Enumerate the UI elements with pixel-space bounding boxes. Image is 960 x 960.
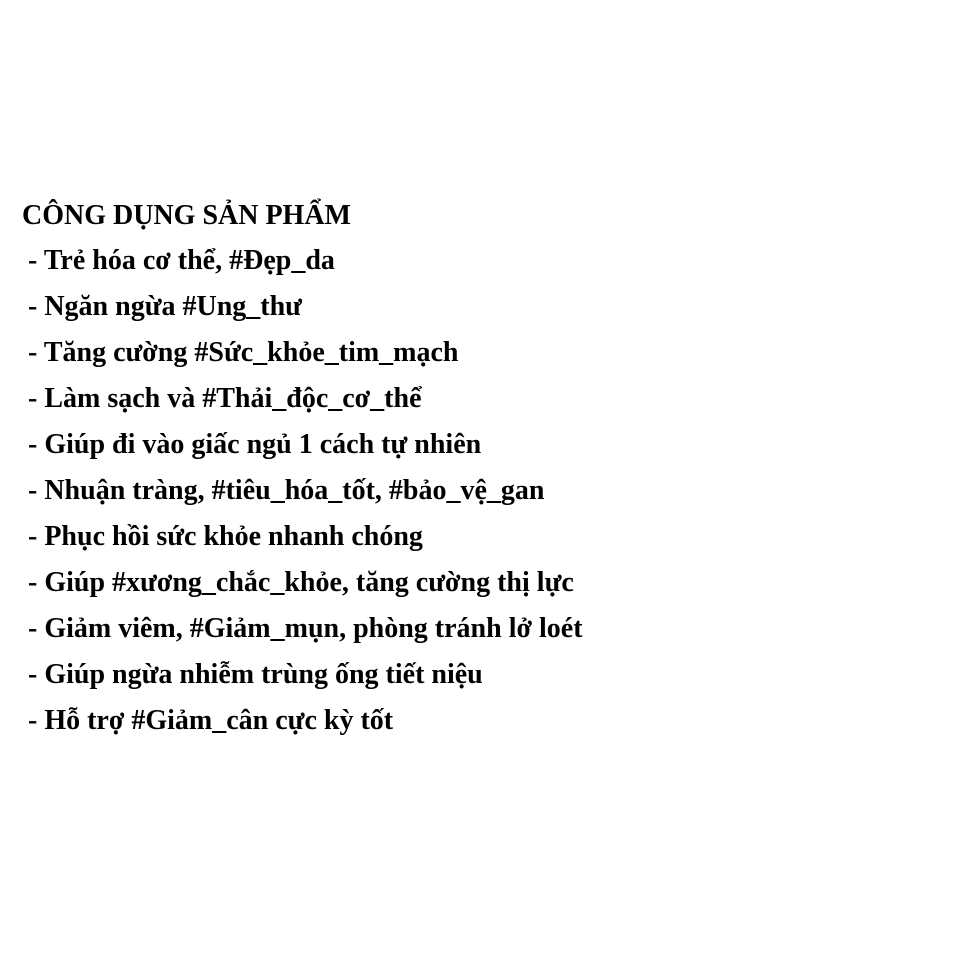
benefit-item-11: - Hỗ trợ #Giảm_cân cực kỳ tốt xyxy=(28,705,394,736)
benefit-item-10: - Giúp ngừa nhiễm trùng ống tiết niệu xyxy=(28,659,483,690)
page-title: CÔNG DỤNG SẢN PHẨM xyxy=(22,200,351,231)
benefit-item-7: - Phục hồi sức khỏe nhanh chóng xyxy=(28,521,423,552)
benefit-list xyxy=(22,238,942,744)
benefit-item-2: - Ngăn ngừa #Ung_thư xyxy=(28,291,302,322)
benefit-item-9: - Giảm viêm, #Giảm_mụn, phòng tránh lở loét xyxy=(28,613,583,644)
benefit-item-6: - Nhuận tràng, #tiêu_hóa_tốt, #bảo_vệ_gan xyxy=(28,475,545,506)
benefit-item-4: - Làm sạch và #Thải_độc_cơ_thể xyxy=(28,383,422,414)
benefit-item-3: - Tăng cường #Sức_khỏe_tim_mạch xyxy=(28,337,459,368)
benefit-item-8: - Giúp #xương_chắc_khỏe, tăng cường thị lực xyxy=(28,567,574,598)
benefit-item-1: - Trẻ hóa cơ thể, #Đẹp_da xyxy=(28,245,335,276)
document-body xyxy=(22,193,942,744)
benefit-item-5: - Giúp đi vào giấc ngủ 1 cách tự nhiên xyxy=(28,429,482,460)
